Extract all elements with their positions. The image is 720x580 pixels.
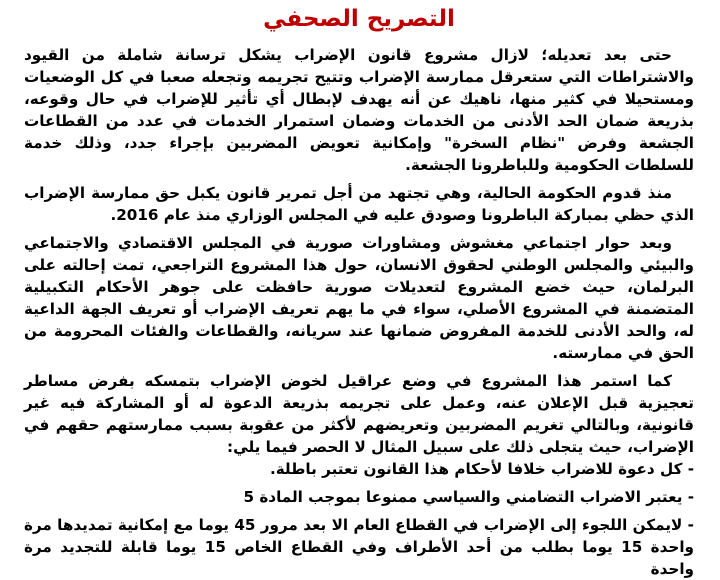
paragraph-1: حتى بعد تعديله؛ لازال مشروع قانون الإضراب يشكل ترسانة شاملة من القيود والاشتراطات التي ستعرقل ممارسة الإضراب وتتيح تجريمه وتجعله صعبا في كل الوضعيات ومستحيلا في كثير منها، ناهيك عن أنه يهدف لإبطال أي تأثير للإضراب في حال وقوعه، بذريعة ضمان الحد الأدنى من الخدمات وضمان استمرار الخدمات في عدد من القطاعات الجشعة وفرض "نظام السخرة" وإمكانية تعويض المضربين بإجراء جدد، وذلك خدمة للسلطات الحكومية وللباطرونا الجشعة. <box>24 46 694 174</box>
list-item: - كل دعوة للاضراب خلافا لأحكام هذا القانون تعتبر باطلة. <box>269 460 694 478</box>
paragraph-3: وبعد حوار اجتماعي مغشوش ومشاورات صورية في المجلس الاقتصادي والاجتماعي والبيئي والمجلس الوطني لحقوق الانسان، حول هذا المشروع التراجعي، تمت إحالته على البرلمان، حيث خضع المشروع لتعديلات صورية حافظت على جوهر الأحكام التكبيلية المتضمنة في المشروع الأصلي، سواء في ما يهم تعريف الإضراب أو تعريف الجهة الداعية له، والحد الأدنى للخدمة المفروض ضمانها عند سريانه، والقطاعات والفئات المحرومة من الحق في ممارسته. <box>24 234 694 362</box>
paragraph-4: كما استمر هذا المشروع في وضع عراقيل لخوض الإضراب بتمسكه بفرض مساطر تعجيزية قبل الإعلان عنه، وعمل على تجريمه بذريعة الدعوة له أو المشاركة فيه غير قانونية، وبالتالي تغريم المضربين وتعريضهم لأكثر من عقوبة بسبب ممارستهم حقهم في الإضراب، حيث يتجلى ذلك على سبيل المثال لا الحصر فيما يلي: <box>24 372 694 456</box>
list-item: - لايمكن اللجوء إلى الإضراب في القطاع العام الا بعد مرور 45 يوما مع إمكانية تمديدها مرة واحدة 15 يوما بطلب من أحد الأطراف وفي القطاع الخاص 15 يوما قابلة للتجديد مرة واحدة <box>24 516 694 578</box>
paragraph-2: منذ قدوم الحكومة الحالية، وهي تجتهد من أجل تمرير قانون يكبل حق ممارسة الإضراب الذي حظي بمباركة الباطرونا وصودق عليه في المجلس الوزاري منذ عام 2016. <box>24 184 694 224</box>
list-item: - يعتبر الاضراب التضامني والسياسي ممنوعا بموجب المادة 5 <box>243 488 694 506</box>
page-title: التصريح الصحفي <box>263 6 455 32</box>
document-body <box>24 44 694 580</box>
examples-list <box>24 458 694 580</box>
